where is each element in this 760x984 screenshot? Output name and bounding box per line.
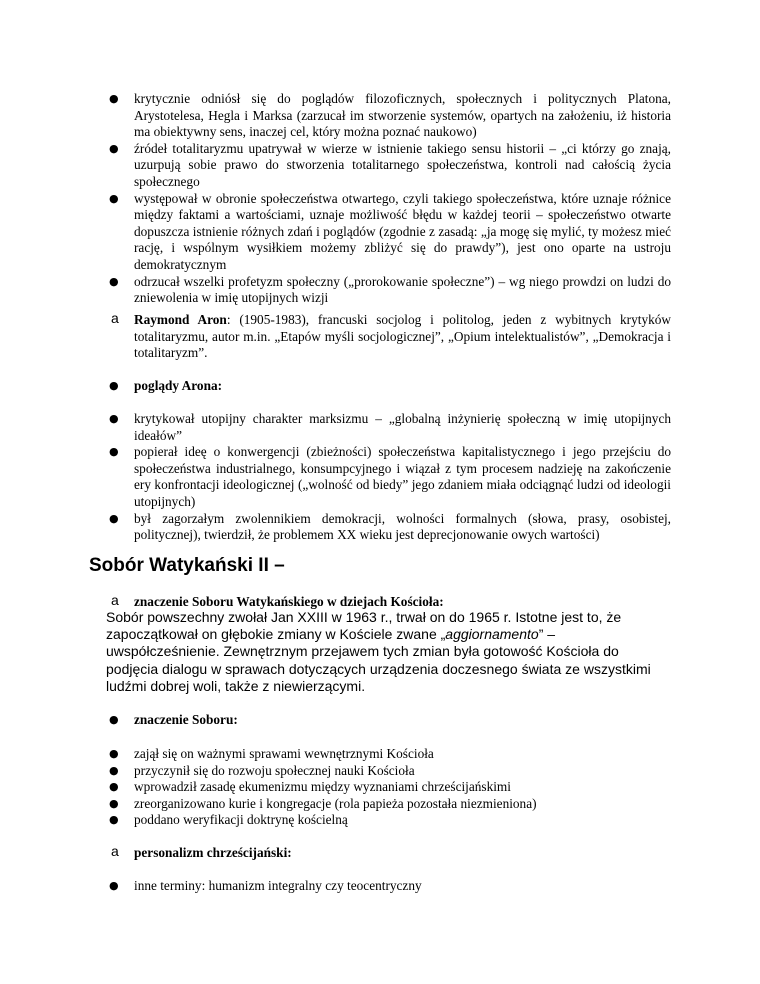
list-item: ● zreorganizowano kurie i kongregacje (rola papieża pozostała niezmieniona) <box>134 796 671 813</box>
list-item: ● krytycznie odniósł się do poglądów filozoficznych, społecznych i politycznych Platona, Arystotelesa, Hegla i Marksa (zarzucał im stworzenie systemów, opartych na założeniu, iż historia ma obiektywny sens, inaczej cel, który można poznać naukowo) <box>134 91 671 141</box>
aron-paragraph <box>134 312 671 362</box>
list-item: ● poddano weryfikacji doktrynę kościelną <box>134 812 671 829</box>
aron-views-heading: poglądy Arona: <box>134 378 223 393</box>
council-meaning-heading: znaczenie Soboru: <box>134 712 238 727</box>
popper-list <box>134 91 671 307</box>
council-marker: a <box>111 592 119 608</box>
council-subheading: znaczenie Soboru Watykańskiego w dziejach Kościoła: <box>134 594 444 609</box>
council-paragraph: Sobór powszechny zwołał Jan XXIII w 1963 r., trwał on do 1965 r. Istotne jest to, że zapoczątkował on głębokie zmiany w Kościele zwane „aggiornamento” – uwspółcześnienie. Zewnętrznym przejawem tych zmian była gotowość Kościoła do podjęcia dialogu w sprawach dotyczących urządzenia doczesnego świata ze wszystkimi ludźmi dobrej woli, także z niewierzącymi. <box>106 609 651 694</box>
council-list <box>134 746 671 829</box>
list-item: ● źródeł totalitaryzmu upatrywał w wierze w istnienie takiego sensu historii – „ci którzy go znają, uzurpują sobie prawo do stworzenia totalitarnego społeczeństwa, kontroli nad całością życia społecznego <box>134 141 671 191</box>
aron-views-heading-list <box>134 378 671 395</box>
aron-description: : (1905-1983), francuski socjolog i politolog, jeden z wybitnych krytyków totalitaryzmu, autor m.in. „Etapów myśli socjologicznej”, „Opium intelektualistów”, „Demokracja i totalitaryzm”. <box>134 312 672 361</box>
list-item: ● zajął się on ważnymi sprawami wewnętrznymi Kościoła <box>134 746 671 763</box>
list-item: ● występował w obronie społeczeństwa otwartego, czyli takiego społeczeństwa, które uznaje różnice między faktami a wartościami, uznaje możliwość błędu w każdej teorii – społeczeństwo otwarte dopuszcza istnienie różnych zdań i poglądów (zgodnie z zasadą: „ja mogę się mylić, ty możesz mieć rację, i wspólnym wysiłkiem możemy zbliżyć się do prawdy”), jest ono oparte na ustroju demokratycznym <box>134 191 671 274</box>
aron-name: Raymond Aron <box>134 312 227 327</box>
section-title: Sobór Watykański II – <box>89 555 285 576</box>
list-item: ● przyczynił się do rozwoju społecznej nauki Kościoła <box>134 763 671 780</box>
list-item: ● krytykował utopijny charakter marksizmu – „globalną inżynierię społeczną w imię utopijnych ideałów” <box>134 411 671 444</box>
council-meaning-heading-list <box>134 712 671 729</box>
list-item: ● był zagorzałym zwolennikiem demokracji, wolności formalnych (słowa, prasy, osobistej, politycznej), twierdził, że problemem XX wieku jest deprecjonowanie owych wartości) <box>134 511 671 544</box>
list-item: ● inne terminy: humanizm integralny czy teocentryczny <box>134 878 671 895</box>
personalism-marker: a <box>111 843 119 859</box>
list-item: ● popierał ideę o konwergencji (zbieżności) społeczeństwa kapitalistycznego i jego przejściu do społeczeństwa industrialnego, konsumpcyjnego i wiązał z tym procesem nadzieję na zakończenie ery konfrontacji ideologicznej („wolność od biedy” jego zdaniem miała odciągnąć ludzi od ideologii utopijnych) <box>134 444 671 510</box>
list-item: ● wprowadził zasadę ekumenizmu między wyznaniami chrześcijańskimi <box>134 779 671 796</box>
personalism-heading: personalizm chrześcijański: <box>134 845 292 860</box>
aron-list <box>134 411 671 544</box>
personalism-list <box>134 878 671 895</box>
list-item: ● odrzucał wszelki profetyzm społeczny („prorokowanie społeczne”) – wg niego prowdzi on ludzi do zniewolenia w imię utopijnych wizji <box>134 274 671 307</box>
aron-marker: a <box>111 310 119 326</box>
